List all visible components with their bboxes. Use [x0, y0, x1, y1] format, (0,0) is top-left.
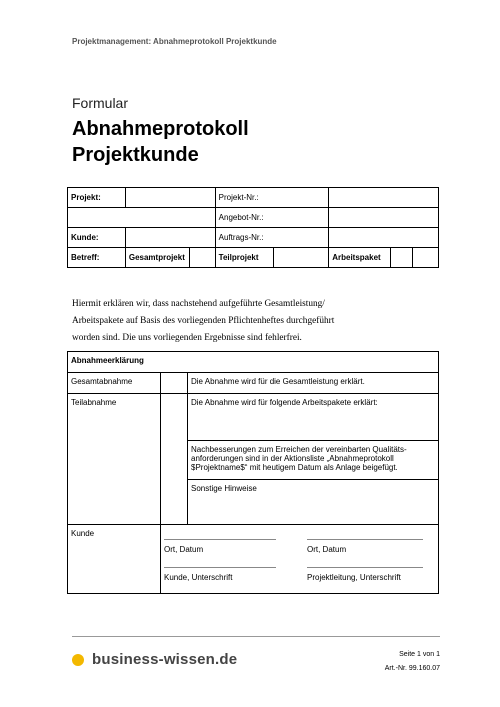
gesamtabnahme-checkbox[interactable] — [161, 373, 188, 394]
projekt-field[interactable] — [125, 188, 215, 208]
teilabnahme-checkbox[interactable] — [161, 394, 188, 525]
intro-line-2: Arbeitspakete auf Basis des vorliegenden Pflichtenheftes durchgeführt — [72, 316, 335, 326]
intro-paragraph — [72, 296, 432, 347]
title-line-1: Abnahmeprotokoll — [72, 118, 249, 140]
document-header: Projektmanagement: Abnahmeprotokoll Projektkunde — [72, 37, 277, 46]
teilabnahme-text[interactable]: Die Abnahme wird für folgende Arbeitspakete erklärt: — [188, 394, 439, 441]
projektleitung-signature-line — [307, 567, 423, 568]
kunde-unterschrift-label: Kunde, Unterschrift — [164, 573, 233, 582]
auftrags-nr-field[interactable] — [329, 228, 439, 248]
page-number: Seite 1 von 1 — [399, 651, 440, 658]
projekt-label: Projekt: — [68, 188, 126, 208]
arbeitspaket-checkbox[interactable] — [391, 248, 413, 268]
project-meta-table — [67, 187, 439, 268]
betreff-label: Betreff: — [68, 248, 126, 268]
signature-area[interactable] — [161, 525, 439, 594]
projekt-nr-field[interactable] — [329, 188, 439, 208]
form-type-label: Formular — [72, 95, 129, 111]
footer-divider — [72, 636, 440, 637]
declaration-table — [67, 351, 439, 594]
auftrags-nr-label: Auftrags-Nr.: — [215, 228, 329, 248]
blank-cell — [413, 248, 439, 268]
nachbesserungen-text — [188, 441, 439, 480]
nachbesserungen-line-1: Nachbesserungen zum Erreichen der vereinbarten Qualitäts- — [191, 445, 407, 454]
intro-line-1: Hiermit erklären wir, dass nachstehend aufgeführte Gesamtleistung/ — [72, 299, 325, 309]
arbeitspaket-label: Arbeitspaket — [329, 248, 391, 268]
business-wissen-logo — [72, 651, 237, 668]
teilprojekt-checkbox[interactable] — [273, 248, 329, 268]
title-line-2: Projektkunde — [72, 144, 199, 166]
document-title — [72, 116, 452, 168]
gesamtprojekt-checkbox[interactable] — [189, 248, 215, 268]
angebot-nr-field[interactable] — [329, 208, 439, 228]
kunde-label: Kunde: — [68, 228, 126, 248]
projekt-nr-label: Projekt-Nr.: — [215, 188, 329, 208]
gesamtprojekt-label: Gesamtprojekt — [125, 248, 189, 268]
teilabnahme-label: Teilabnahme — [68, 394, 161, 525]
ort-datum-label-2: Ort, Datum — [307, 545, 347, 554]
ort-datum-label-1: Ort, Datum — [164, 545, 204, 554]
projektleitung-unterschrift-label: Projektleitung, Unterschrift — [307, 573, 401, 582]
blank-cell — [68, 208, 216, 228]
kunde-field[interactable] — [125, 228, 215, 248]
page-info — [385, 648, 440, 676]
intro-line-3: worden sind. Die uns vorliegenden Ergebnisse sind fehlerfrei. — [72, 333, 302, 343]
sonstige-hinweise-label: Sonstige Hinweise — [191, 484, 257, 493]
ort-datum-line-2 — [307, 539, 423, 540]
kunde-signature-line — [164, 567, 276, 568]
article-number: Art.-Nr. 99.160.07 — [384, 665, 440, 672]
declaration-heading: Abnahmeerklärung — [68, 352, 439, 373]
gesamtabnahme-label: Gesamtabnahme — [68, 373, 161, 394]
nachbesserungen-line-2: anforderungen sind in der Aktionsliste „Abnahmeprotokoll — [191, 454, 394, 463]
ort-datum-line-1 — [164, 539, 276, 540]
sonstige-hinweise-field[interactable] — [188, 480, 439, 525]
logo-dot-icon — [72, 654, 84, 666]
gesamtabnahme-text: Die Abnahme wird für die Gesamtleistung erklärt. — [188, 373, 439, 394]
kunde-signature-label: Kunde — [68, 525, 161, 594]
logo-text: business-wissen.de — [92, 651, 238, 668]
nachbesserungen-line-3: $Projektname$“ mit heutigem Datum als Anlage beigefügt. — [191, 463, 398, 472]
teilprojekt-label: Teilprojekt — [215, 248, 273, 268]
angebot-nr-label: Angebot-Nr.: — [215, 208, 329, 228]
